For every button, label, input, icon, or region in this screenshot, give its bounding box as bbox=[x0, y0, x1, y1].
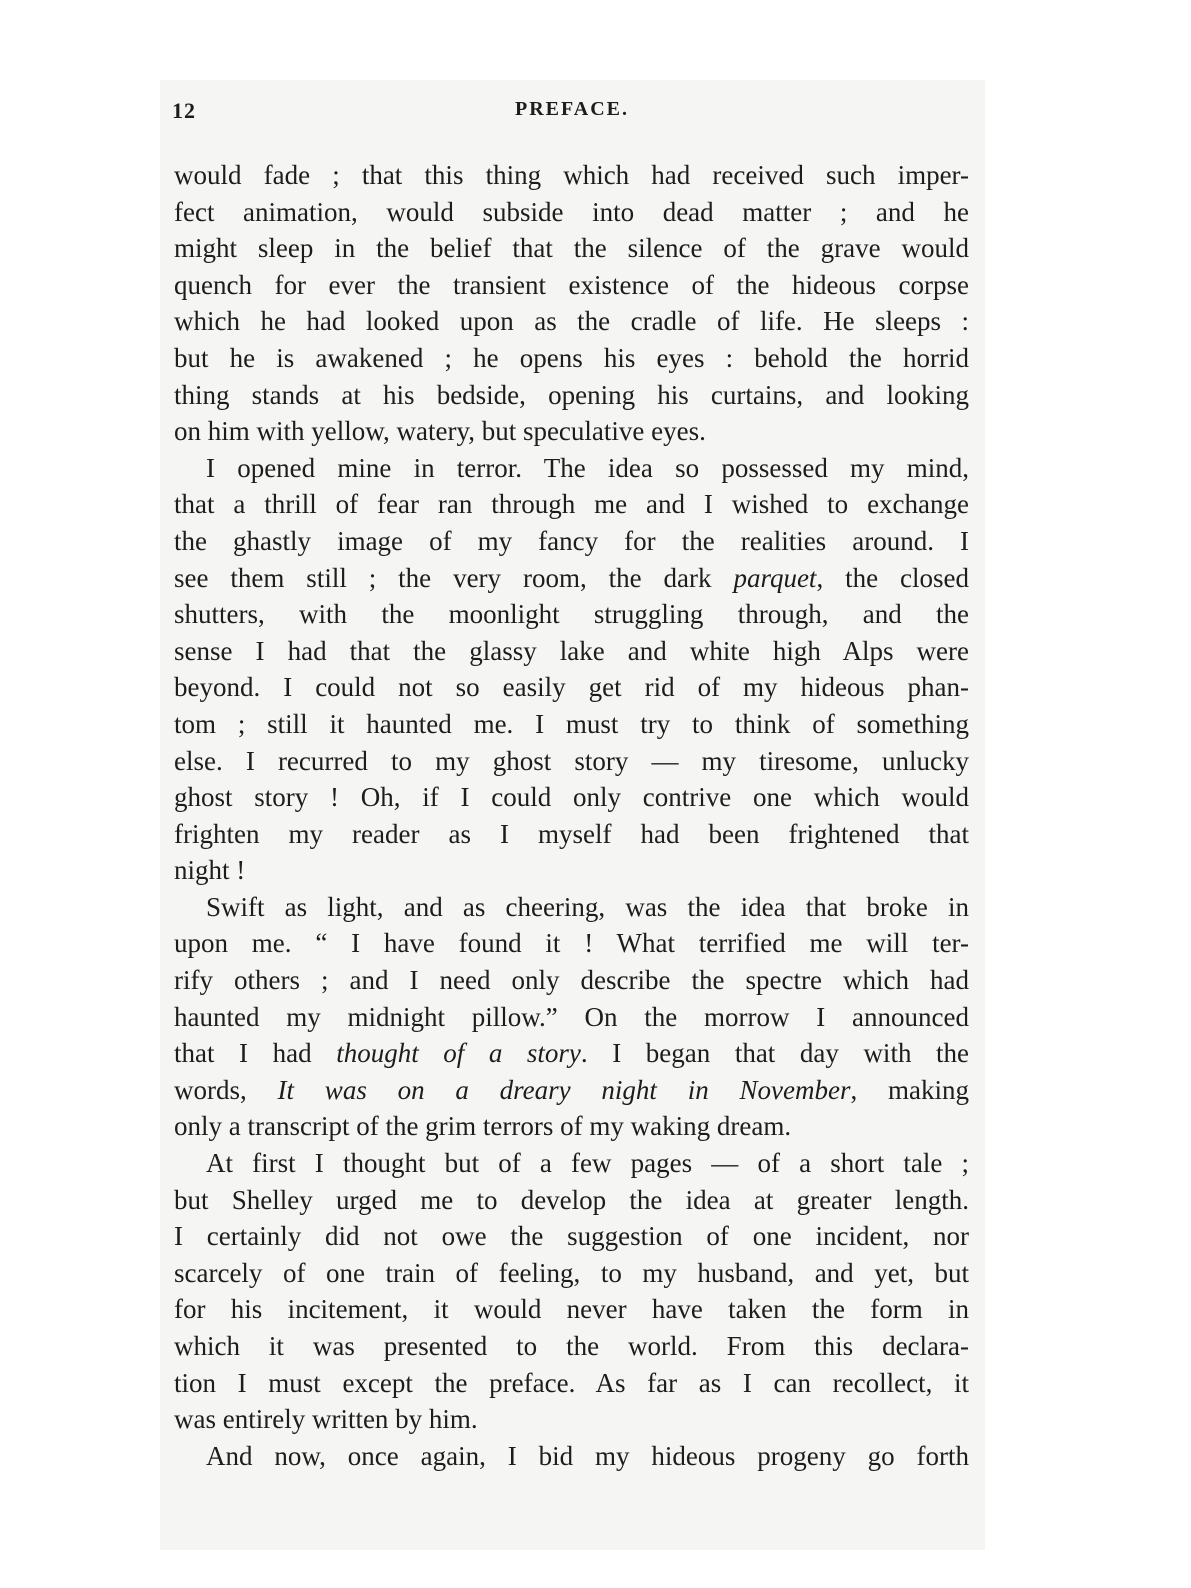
text-segment: would fade ; that this thing which had received such imper- bbox=[174, 160, 969, 190]
italic-text: thought of a story bbox=[336, 1038, 581, 1069]
text-line bbox=[174, 1072, 969, 1109]
text-line bbox=[174, 852, 969, 889]
text-segment: words, bbox=[174, 1074, 278, 1105]
text-segment: beyond. I could not so easily get rid of my hideous phan- bbox=[174, 672, 969, 703]
page-number: 12 bbox=[172, 98, 196, 123]
text-line bbox=[174, 1218, 969, 1255]
italic-text: parquet bbox=[733, 562, 817, 593]
text-segment: that I had bbox=[174, 1038, 337, 1069]
text-segment: scarcely of one train of feeling, to my husband, and yet, but bbox=[174, 1257, 969, 1288]
text-line bbox=[174, 1401, 969, 1438]
text-line bbox=[174, 450, 969, 487]
text-line bbox=[174, 1365, 969, 1402]
italic-text: It was on a dreary night in November bbox=[277, 1074, 851, 1105]
text-segment: upon me. “ I have found it ! What terrified me will ter- bbox=[174, 928, 969, 959]
text-line bbox=[174, 999, 969, 1036]
text-line bbox=[174, 560, 969, 597]
text-segment: was entirely written by him. bbox=[174, 1404, 478, 1435]
text-segment: else. I recurred to my ghost story — my tiresome, unlucky bbox=[174, 745, 969, 776]
text-segment: thing stands at his bedside, opening his curtains, and looking bbox=[174, 379, 969, 410]
text-line bbox=[174, 413, 969, 450]
running-title: PREFACE. bbox=[515, 98, 629, 120]
text-segment: but he is awakened ; he opens his eyes : behold the horrid bbox=[174, 342, 969, 373]
text-segment: night ! bbox=[174, 855, 246, 886]
text-segment: haunted my midnight pillow.” On the morrow I announced bbox=[174, 1001, 969, 1032]
text-line bbox=[174, 267, 969, 304]
text-segment: sense I had that the glassy lake and white high Alps were bbox=[174, 635, 969, 666]
text-segment: which it was presented to the world. From this declara- bbox=[174, 1331, 969, 1361]
text-segment: frighten my reader as I myself had been frightened that bbox=[174, 818, 969, 849]
text-line bbox=[174, 889, 969, 926]
body-text bbox=[174, 157, 969, 1474]
text-segment: only a transcript of the grim terrors of my waking dream. bbox=[174, 1111, 792, 1142]
text-segment: see them still ; the very room, the dark bbox=[174, 562, 734, 593]
text-line bbox=[174, 1438, 969, 1475]
text-line bbox=[174, 816, 969, 853]
text-line bbox=[174, 1145, 969, 1182]
text-segment: rify others ; and I need only describe the spectre which had bbox=[174, 965, 969, 996]
text-segment: quench for ever the transient existence of the hideous corpse bbox=[174, 269, 969, 300]
text-line bbox=[174, 633, 969, 670]
text-segment: . I began that day with the bbox=[580, 1038, 969, 1069]
text-segment: that a thrill of fear ran through me and I wished to exchange bbox=[174, 489, 969, 520]
text-line bbox=[174, 925, 969, 962]
text-segment: for his incitement, it would never have taken the form in bbox=[174, 1294, 969, 1325]
text-line bbox=[174, 669, 969, 706]
text-line bbox=[174, 194, 969, 231]
text-line bbox=[174, 1035, 969, 1072]
text-segment: might sleep in the belief that the silence of the grave would bbox=[174, 233, 969, 264]
text-segment: tion I must except the preface. As far as I can recollect, it bbox=[174, 1367, 969, 1398]
text-line bbox=[174, 779, 969, 816]
text-line bbox=[174, 303, 969, 340]
text-line bbox=[174, 1328, 969, 1365]
text-line bbox=[174, 523, 969, 560]
text-line bbox=[174, 1291, 969, 1328]
text-line bbox=[174, 1108, 969, 1145]
text-segment: I certainly did not owe the suggestion of one incident, nor bbox=[174, 1221, 969, 1252]
text-line bbox=[174, 230, 969, 267]
text-segment: Swift as light, and as cheering, was the idea that broke in bbox=[206, 891, 969, 922]
text-segment: shutters, with the moonlight struggling through, and the bbox=[174, 599, 969, 630]
text-line bbox=[174, 377, 969, 414]
text-segment: At first I thought but of a few pages — of a short tale ; bbox=[206, 1148, 969, 1179]
text-line bbox=[174, 486, 969, 523]
text-line bbox=[174, 1182, 969, 1219]
text-segment: fect animation, would subside into dead matter ; and he bbox=[174, 196, 969, 227]
text-line bbox=[174, 706, 969, 743]
text-segment: , the closed bbox=[816, 562, 969, 593]
text-segment: ghost story ! Oh, if I could only contrive one which would bbox=[174, 782, 969, 813]
text-segment: , making bbox=[850, 1074, 969, 1105]
text-segment: tom ; still it haunted me. I must try to think of something bbox=[174, 708, 969, 739]
text-line bbox=[174, 743, 969, 780]
text-segment: but Shelley urged me to develop the idea at greater length. bbox=[174, 1184, 969, 1215]
text-line bbox=[174, 340, 969, 377]
text-segment: And now, once again, I bid my hideous progeny go forth bbox=[206, 1440, 969, 1471]
running-head bbox=[172, 98, 972, 130]
text-line bbox=[174, 596, 969, 633]
text-segment: which he had looked upon as the cradle of life. He sleeps : bbox=[174, 306, 969, 337]
text-line bbox=[174, 962, 969, 999]
text-line bbox=[174, 157, 969, 194]
text-segment: I opened mine in terror. The idea so possessed my mind, bbox=[206, 452, 969, 483]
text-segment: on him with yellow, watery, but speculative eyes. bbox=[174, 416, 706, 447]
text-line bbox=[174, 1255, 969, 1292]
text-segment: the ghastly image of my fancy for the realities around. I bbox=[174, 525, 969, 556]
